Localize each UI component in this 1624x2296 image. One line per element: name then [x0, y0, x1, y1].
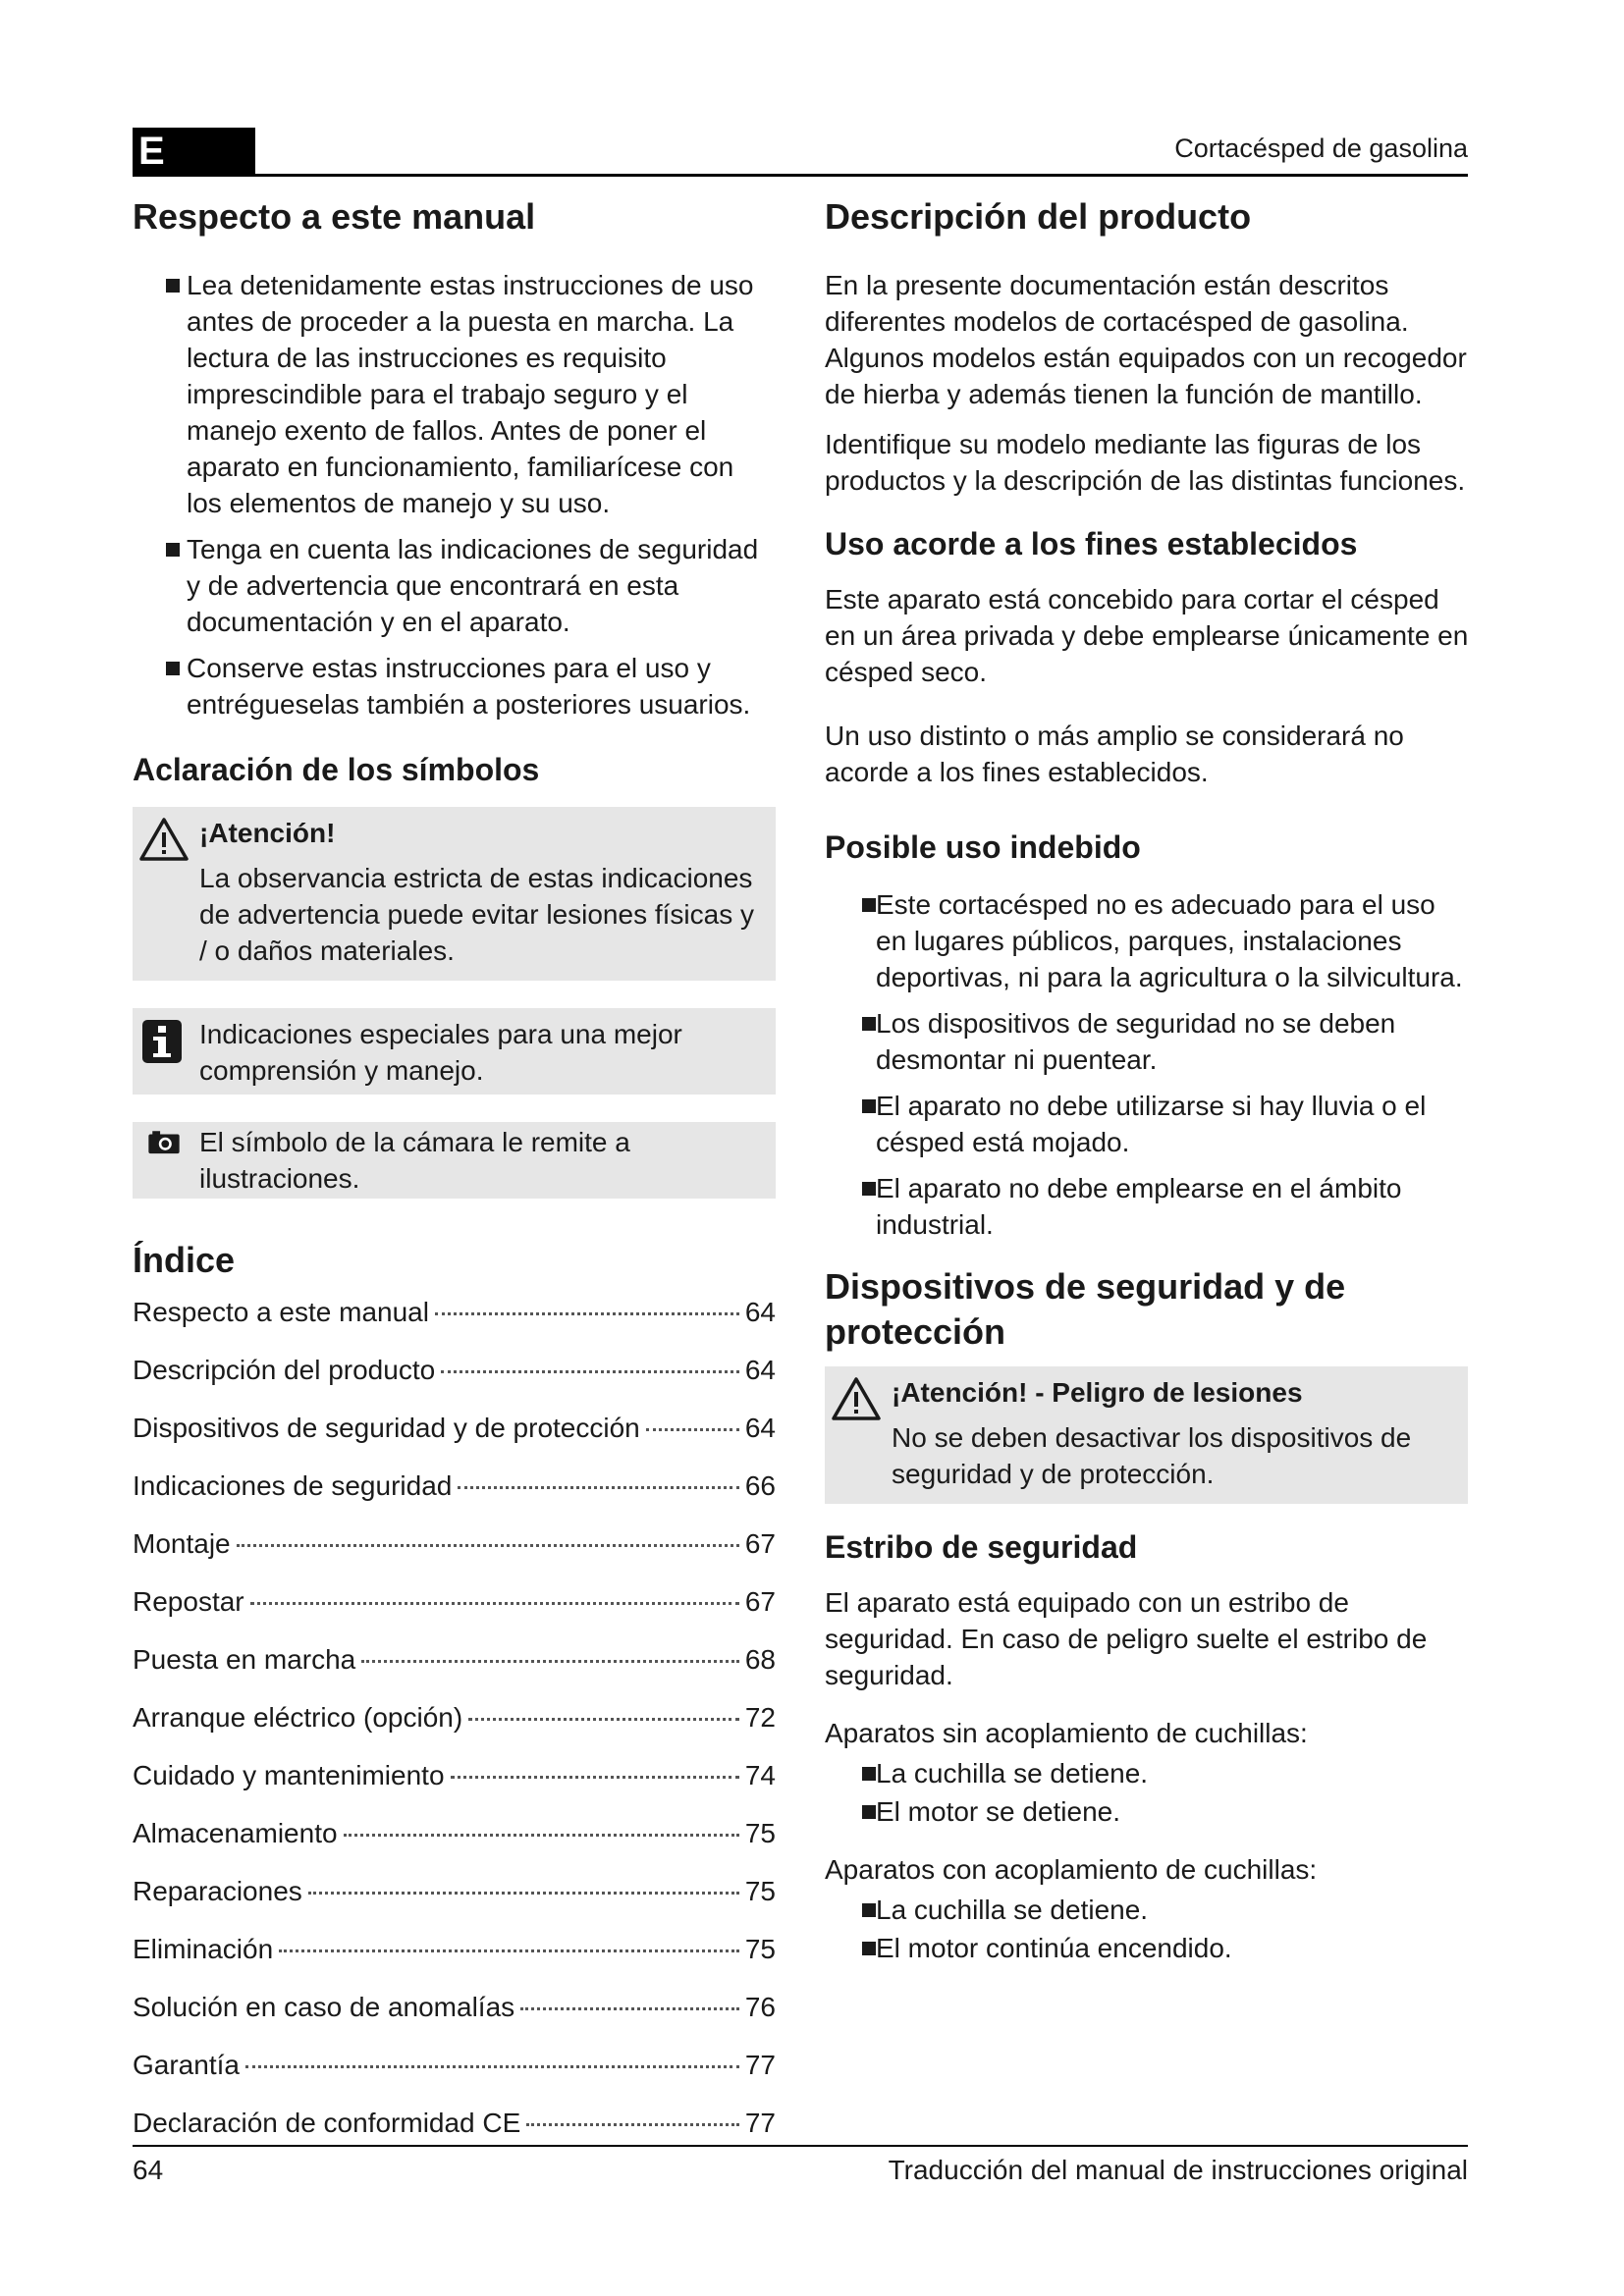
about-heading: Respecto a este manual: [133, 196, 536, 237]
misuse-list: [825, 886, 1473, 1243]
intended-use-heading: Uso acorde a los fines establecidos: [825, 526, 1358, 561]
footer-note: Traducción del manual de instrucciones original: [888, 2155, 1468, 2185]
toc-label: Garantía: [133, 2050, 240, 2080]
bail-intro: El aparato está equipado con un estribo de seguridad. En caso de peligro suelte el estribo de seguridad.: [825, 1587, 1428, 1690]
toc-label: Repostar: [133, 1586, 244, 1617]
toc-page: 75: [744, 1818, 776, 1848]
list-item: Conserve estas instrucciones para el uso y entrégueselas también a posteriores usuarios.: [133, 650, 776, 722]
toc-label: Puesta en marcha: [133, 1644, 356, 1675]
toc-leader: [344, 1834, 739, 1837]
info-text: Indicaciones especiales para una mejor comprensión y manejo.: [199, 1019, 682, 1086]
toc-leader: [308, 1892, 739, 1895]
intended-use-paragraph: Un uso distinto o más amplio se considerará no acorde a los fines establecidos.: [825, 721, 1404, 787]
toc-page: 64: [744, 1297, 776, 1327]
toc-leader: [468, 1718, 739, 1721]
injury-warning-text: No se deben desactivar los dispositivos de seguridad y de protección.: [892, 1422, 1412, 1489]
product-paragraph: En la presente documentación están descritos diferentes modelos de cortacésped de gasolina. Algunos modelos están equipados con un recogedor de hierba y además tienen la función de mantillo.: [825, 270, 1467, 409]
toc-page: 67: [744, 1528, 776, 1559]
toc-row[interactable]: [133, 1461, 776, 1519]
product-heading: Descripción del producto: [825, 196, 1252, 237]
toc-row[interactable]: [133, 2040, 776, 2098]
language-tab: E: [133, 128, 255, 175]
toc-page: 75: [744, 1876, 776, 1906]
toc-label: Dispositivos de seguridad y de protección: [133, 1413, 640, 1443]
toc-row[interactable]: [133, 1403, 776, 1461]
list-item: El aparato no debe emplearse en el ámbito industrial.: [825, 1170, 1473, 1243]
info-icon: [138, 1018, 189, 1063]
toc-leader: [520, 2007, 739, 2010]
toc-label: Respecto a este manual: [133, 1297, 429, 1327]
list-item: La cuchilla se detiene.: [825, 1755, 1473, 1791]
warning-triangle-icon: [831, 1376, 882, 1421]
toc-row[interactable]: [133, 1982, 776, 2040]
toc-row[interactable]: [133, 1576, 776, 1634]
camera-box: [133, 1122, 776, 1199]
attention-title: ¡Atención!: [199, 818, 336, 848]
injury-warning-box: [825, 1366, 1468, 1504]
with-clutch-label: Aparatos con acoplamiento de cuchillas:: [825, 1854, 1318, 1885]
toc-page: 74: [744, 1760, 776, 1790]
toc-label: Cuidado y mantenimiento: [133, 1760, 445, 1790]
toc-row[interactable]: [133, 1750, 776, 1808]
with-clutch-list: [825, 1892, 1473, 1966]
toc-page: 77: [744, 2050, 776, 2080]
toc-page: 77: [744, 2108, 776, 2138]
intended-use-paragraph: Este aparato está concebido para cortar el césped en un área privada y debe emplearse únicamente en césped seco.: [825, 584, 1469, 687]
toc-label: Descripción del producto: [133, 1355, 436, 1385]
toc-page: 64: [744, 1355, 776, 1385]
toc-row[interactable]: [133, 1924, 776, 1982]
header-title: Cortacésped de gasolina: [1174, 133, 1468, 163]
misuse-heading: Posible uso indebido: [825, 829, 1141, 865]
attention-box: [133, 807, 776, 981]
toc-label: Eliminación: [133, 1934, 274, 1964]
bail-heading: Estribo de seguridad: [825, 1529, 1138, 1565]
toc-leader: [526, 2123, 739, 2126]
safety-heading: Dispositivos de seguridad y de protección: [825, 1266, 1346, 1352]
list-item: El motor continúa encendido.: [825, 1930, 1473, 1966]
toc-label: Declaración de conformidad CE: [133, 2108, 521, 2138]
symbols-heading: Aclaración de los símbolos: [133, 752, 540, 787]
toc-row[interactable]: [133, 1692, 776, 1750]
product-paragraph: Identifique su modelo mediante las figuras de los productos y la descripción de las distintas funciones.: [825, 429, 1466, 496]
toc-leader: [435, 1312, 739, 1315]
list-item: Este cortacésped no es adecuado para el uso en lugares públicos, parques, instalaciones deportivas, ni para la agricultura o la silvicultura.: [825, 886, 1473, 995]
page-number: 64: [133, 2155, 164, 2185]
toc-page: 64: [744, 1413, 776, 1443]
attention-text: La observancia estricta de estas indicaciones de advertencia puede evitar lesiones físicas y / o daños materiales.: [199, 863, 754, 966]
toc-row[interactable]: [133, 1866, 776, 1924]
toc-leader: [245, 2065, 739, 2068]
toc-leader: [451, 1776, 739, 1779]
toc-row[interactable]: [133, 1287, 776, 1345]
list-item: La cuchilla se detiene.: [825, 1892, 1473, 1928]
toc-page: 66: [744, 1470, 776, 1501]
list-item: Lea detenidamente estas instrucciones de uso antes de proceder a la puesta en marcha. La lectura de las instrucciones es requisito imprescindible para el trabajo seguro y el manejo exento de fallos. Antes de poner el aparato en funcionamiento, familiarícese con los elementos de manejo y su uso.: [133, 267, 776, 521]
toc-label: Montaje: [133, 1528, 231, 1559]
toc-page: 72: [744, 1702, 776, 1733]
toc-page: 68: [744, 1644, 776, 1675]
toc-page: 75: [744, 1934, 776, 1964]
toc-row[interactable]: [133, 1634, 776, 1692]
left-column: [133, 194, 776, 2156]
without-clutch-list: [825, 1755, 1473, 1830]
toc-label: Reparaciones: [133, 1876, 302, 1906]
toc-label: Arranque eléctrico (opción): [133, 1702, 463, 1733]
toc-leader: [361, 1660, 739, 1663]
camera-text: El símbolo de la cámara le remite a ilustraciones.: [199, 1127, 630, 1194]
list-item: El motor se detiene.: [825, 1793, 1473, 1830]
warning-triangle-icon: [138, 817, 189, 862]
toc-leader: [646, 1428, 739, 1431]
list-item: Tenga en cuenta las indicaciones de seguridad y de advertencia que encontrará en esta documentación y en el aparato.: [133, 531, 776, 640]
toc-leader: [441, 1370, 739, 1373]
toc-page: 67: [744, 1586, 776, 1617]
toc-row[interactable]: [133, 1519, 776, 1576]
about-list: [133, 267, 776, 722]
toc-row[interactable]: [133, 2098, 776, 2156]
toc-leader: [458, 1486, 739, 1489]
toc-label: Solución en caso de anomalías: [133, 1992, 515, 2022]
toc-page: 76: [744, 1992, 776, 2022]
header-divider: [133, 174, 1468, 177]
injury-warning-title: ¡Atención! - Peligro de lesiones: [892, 1377, 1303, 1408]
toc-leader: [279, 1949, 739, 1952]
toc-row[interactable]: [133, 1808, 776, 1866]
toc-label: Almacenamiento: [133, 1818, 338, 1848]
list-item: Los dispositivos de seguridad no se deben desmontar ni puentear.: [825, 1005, 1473, 1078]
index-heading: Índice: [133, 1240, 236, 1280]
camera-icon: [138, 1128, 189, 1157]
toc-label: Indicaciones de seguridad: [133, 1470, 453, 1501]
toc-row[interactable]: [133, 1345, 776, 1403]
toc-leader: [250, 1602, 739, 1605]
table-of-contents: [133, 1287, 776, 2156]
info-box: [133, 1008, 776, 1095]
without-clutch-label: Aparatos sin acoplamiento de cuchillas:: [825, 1718, 1308, 1748]
footer-divider: [133, 2145, 1468, 2147]
list-item: El aparato no debe utilizarse si hay lluvia o el césped está mojado.: [825, 1088, 1473, 1160]
toc-leader: [237, 1544, 739, 1547]
right-column: [825, 194, 1473, 1968]
